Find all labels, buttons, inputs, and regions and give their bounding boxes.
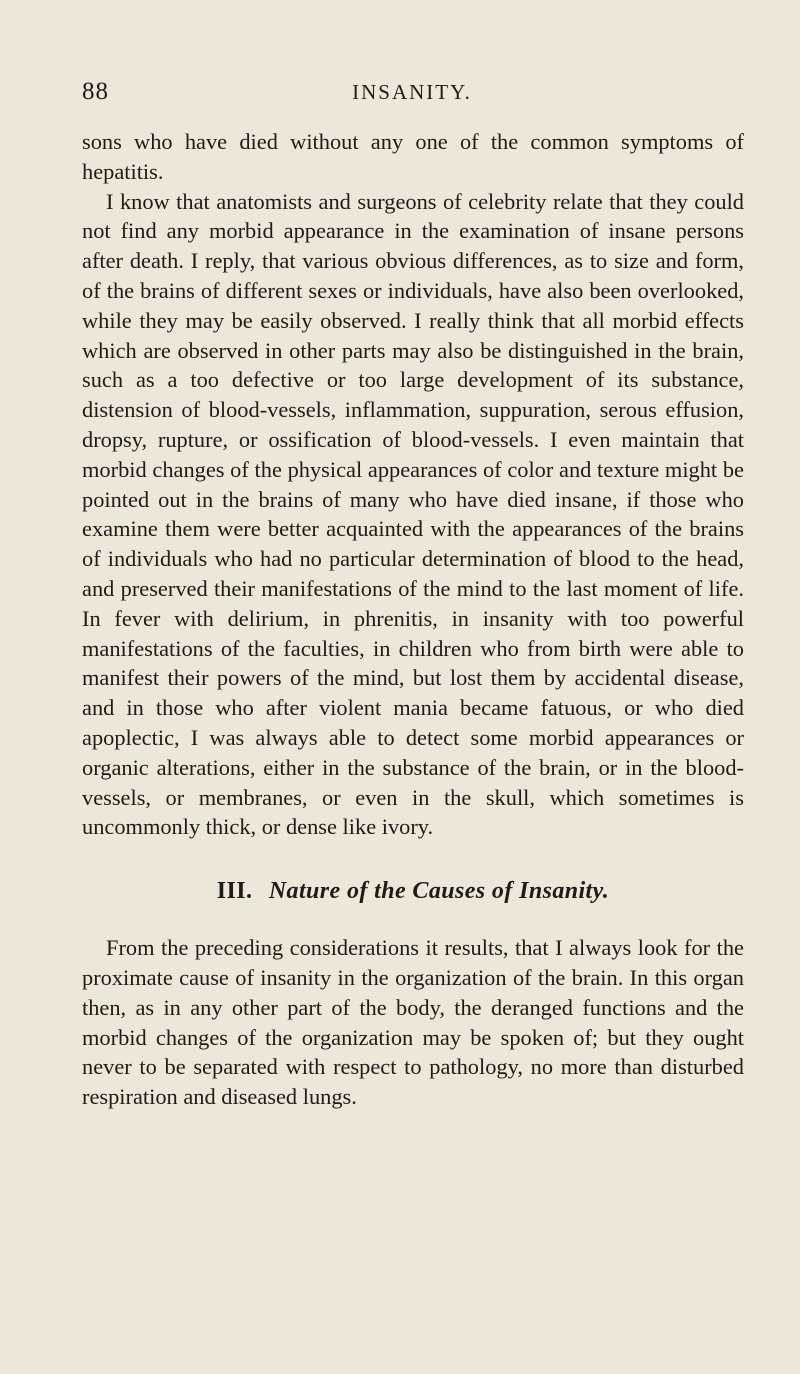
section-heading bbox=[82, 876, 744, 906]
body-text bbox=[82, 127, 744, 1112]
section-number: III. bbox=[216, 878, 253, 905]
paragraph-proximate-cause: From the preceding considerations it results, that I always look for the proximate cause of insanity in the organization of the brain. In this organ then, as in any other part of the body, the deranged functions and the morbid changes of the organization may be spoken of; but they ought never to be separated with respect to pathology, no more than disturbed respiration and diseased lungs. bbox=[82, 935, 744, 1110]
paragraph-morbid-appearances: I know that anatomists and surgeons of celebrity relate that they could not find any morbid appearance in the examination of insane persons after death. I reply, that various obvious differences, as to size and form, of the brains of different sexes or individuals, have also been overlooked, while they may be easily observed. I really think that all morbid effects which are observed in other parts may also be distinguished in the brain, such as a too defective or too large development of its substance, distension of blood-vessels, inflammation, suppuration, serous effusion, dropsy, rupture, or ossification of blood-vessels. I even maintain that morbid changes of the physical appearances of color and texture might be pointed out in the brains of many who have died insane, if those who examine them were better acquainted with the appearances of the brains of individuals who had no particular determination of blood to the head, and preserved their manifestations of the mind to the last moment of life. In fever with delirium, in phrenitis, in insanity with too powerful manifestations of the faculties, in children who from birth were able to manifest their powers of the mind, but lost them by accidental disease, and in those who after violent mania became fatuous, or who died apoplectic, I was always able to detect some morbid appearances or organic alterations, either in the substance of the brain, or in the blood-vessels, or membranes, or even in the skull, which sometimes is uncommonly thick, or dense like ivory. bbox=[82, 188, 744, 840]
running-title: INSANITY. bbox=[352, 80, 472, 104]
section-title: Nature of the Causes of Insanity. bbox=[268, 878, 610, 905]
page-number: 88 bbox=[82, 78, 109, 105]
running-head bbox=[82, 78, 742, 108]
paragraph-continuation: sons who have died without any one of the common symptoms of hepatitis. bbox=[82, 129, 744, 184]
